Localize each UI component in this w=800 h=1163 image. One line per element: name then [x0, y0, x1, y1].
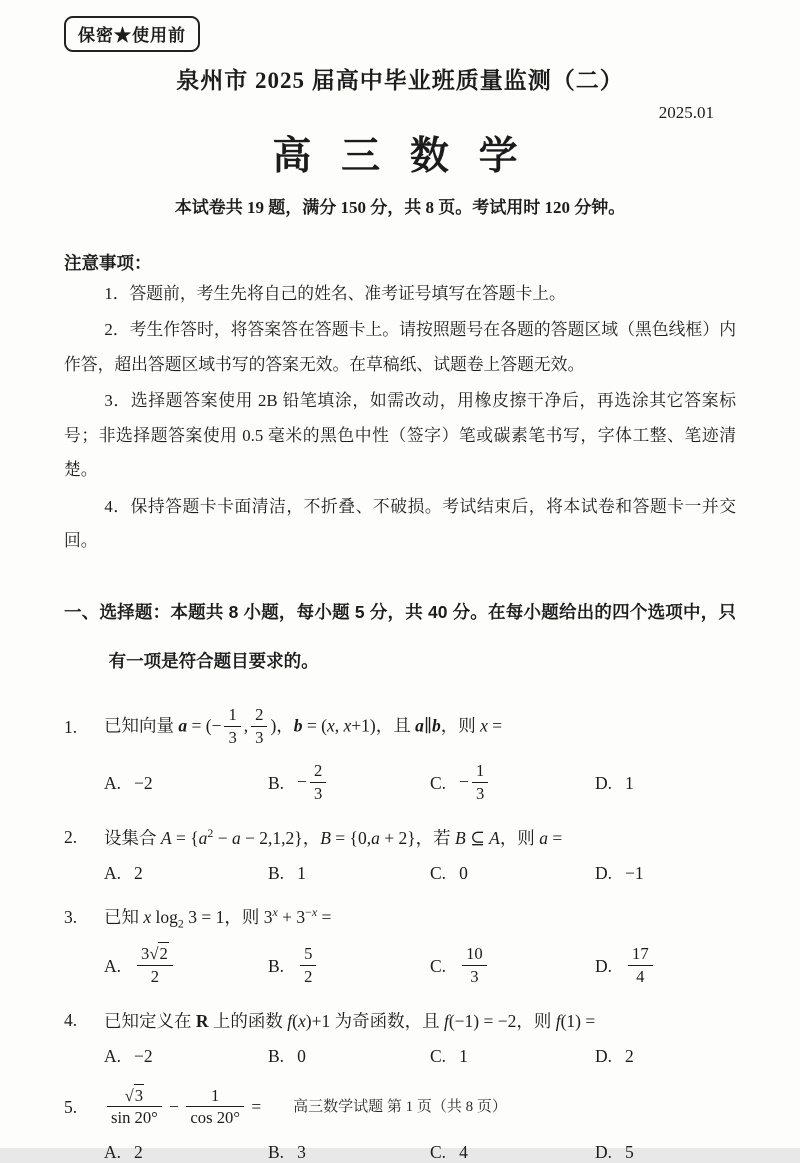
option-value: 2	[134, 863, 143, 884]
option-a	[104, 762, 268, 805]
question-number: 5.	[64, 1097, 104, 1118]
question-stem: 设集合 $A = \{a^2 - a - 2,1,2\}$，B = {0,a + 2}，若 B ⊆ A，则 a =	[104, 825, 736, 850]
question-number: 2.	[64, 827, 104, 848]
option-label: B.	[268, 773, 284, 794]
notices-block	[64, 250, 736, 558]
option-value: 1	[297, 863, 306, 884]
secrecy-badge: 保密★使用前	[64, 16, 200, 52]
option-value: −2	[134, 1046, 153, 1067]
question-2	[64, 825, 736, 884]
notices-heading: 注意事项：	[64, 250, 736, 275]
section-one-heading: 一、选择题：本题共 8 小题，每小题 5 分，共 40 分。在每小题给出的四个选项中，只有一项是符合题目要求的。	[64, 588, 736, 686]
notice-item-1: 1．答题前，考生先将自己的姓名、准考证号填写在答题卡上。	[64, 277, 736, 311]
question-stem: 已知定义在 R 上的函数 f(x)+1 为奇函数，且 f(−1) = −2，则 f(1) =	[104, 1008, 736, 1033]
option-b	[268, 1046, 430, 1067]
option-b	[268, 945, 430, 988]
option-value: −2	[134, 773, 153, 794]
question-stem: $\frac{√3}{\sin 20^\circ}$ − $\frac{1}{\cos 20^\circ}$ =	[104, 1087, 736, 1130]
option-b	[268, 1142, 430, 1163]
option-value: 3	[297, 1142, 306, 1163]
page-footer: 高三数学试题 第 1 页（共 8 页）	[0, 1095, 800, 1116]
option-value: − $\frac{2}{3}$	[297, 762, 329, 805]
option-label: C.	[430, 956, 446, 977]
option-value: 0	[459, 863, 468, 884]
option-label: B.	[268, 956, 284, 977]
option-value: 1	[625, 773, 634, 794]
option-value: 2	[134, 1142, 143, 1163]
question-number: 1.	[64, 717, 104, 738]
option-d	[595, 762, 736, 805]
option-label: A.	[104, 956, 121, 977]
notice-item-4: 4．保持答题卡卡面清洁，不折叠、不破损。考试结束后，将本试卷和答题卡一并交回。	[64, 490, 736, 559]
option-d	[595, 1046, 736, 1067]
option-label: A.	[104, 1142, 121, 1163]
option-d	[595, 1142, 736, 1163]
option-value: $\frac{10}{3}$	[459, 945, 490, 988]
option-value: − $\frac{1}{3}$	[459, 762, 491, 805]
question-1	[64, 706, 736, 805]
option-c	[430, 945, 595, 988]
option-value: 0	[297, 1046, 306, 1067]
option-label: A.	[104, 773, 121, 794]
option-d	[595, 945, 736, 988]
question-number: 4.	[64, 1010, 104, 1031]
option-label: D.	[595, 1142, 612, 1163]
option-c	[430, 762, 595, 805]
question-4	[64, 1008, 736, 1067]
option-label: B.	[268, 1046, 284, 1067]
option-label: D.	[595, 956, 612, 977]
question-number: 3.	[64, 907, 104, 928]
option-label: B.	[268, 863, 284, 884]
option-label: C.	[430, 773, 446, 794]
option-d	[595, 863, 736, 884]
option-a	[104, 1046, 268, 1067]
option-value: −1	[625, 863, 644, 884]
option-label: B.	[268, 1142, 284, 1163]
option-label: C.	[430, 1142, 446, 1163]
notice-item-2: 2．考生作答时，将答案答在答题卡上。请按照题号在各题的答题区域（黑色线框）内作答，超出答题区域书写的答案无效。在草稿纸、试题卷上答题无效。	[64, 313, 736, 382]
exam-date: 2025.01	[64, 103, 736, 123]
question-stem: 已知 x $\log_2 3 = 1$，则 $3^x + 3^{-x}$ =	[104, 904, 736, 932]
question-stem: 已知向量 a = (− $\frac{1}{3}$ , $\frac{2}{3}$ )，b = (x, x+1)，且 a∥b，则 x =	[104, 706, 736, 749]
option-value: $\frac{3√2}{2}$	[134, 945, 176, 988]
option-value: $\frac{17}{4}$	[625, 945, 656, 988]
option-label: A.	[104, 863, 121, 884]
option-label: D.	[595, 773, 612, 794]
option-label: A.	[104, 1046, 121, 1067]
option-label: C.	[430, 1046, 446, 1067]
option-value: 1	[459, 1046, 468, 1067]
option-b	[268, 762, 430, 805]
option-a	[104, 863, 268, 884]
option-value: 2	[625, 1046, 634, 1067]
paper-info: 本试卷共 19 题，满分 150 分，共 8 页。考试用时 120 分钟。	[64, 193, 736, 218]
option-value: $\frac{5}{2}$	[297, 945, 319, 988]
option-c	[430, 863, 595, 884]
question-3	[64, 904, 736, 987]
option-label: C.	[430, 863, 446, 884]
option-a	[104, 945, 268, 988]
option-label: D.	[595, 1046, 612, 1067]
notice-item-3: 3．选择题答案使用 2B 铅笔填涂，如需改动，用橡皮擦干净后，再选涂其它答案标号；非选择题答案使用 0.5 毫米的黑色中性（签字）笔或碳素笔书写，字体工整、笔迹清楚。	[64, 384, 736, 487]
option-c	[430, 1142, 595, 1163]
exam-title: 泉州市 2025 届高中毕业班质量监测（二）	[64, 62, 736, 95]
option-b	[268, 863, 430, 884]
option-value: 5	[625, 1142, 634, 1163]
option-label: D.	[595, 863, 612, 884]
subject-title: 高 三 数 学	[64, 125, 736, 181]
option-c	[430, 1046, 595, 1067]
option-a	[104, 1142, 268, 1163]
option-value: 4	[459, 1142, 468, 1163]
